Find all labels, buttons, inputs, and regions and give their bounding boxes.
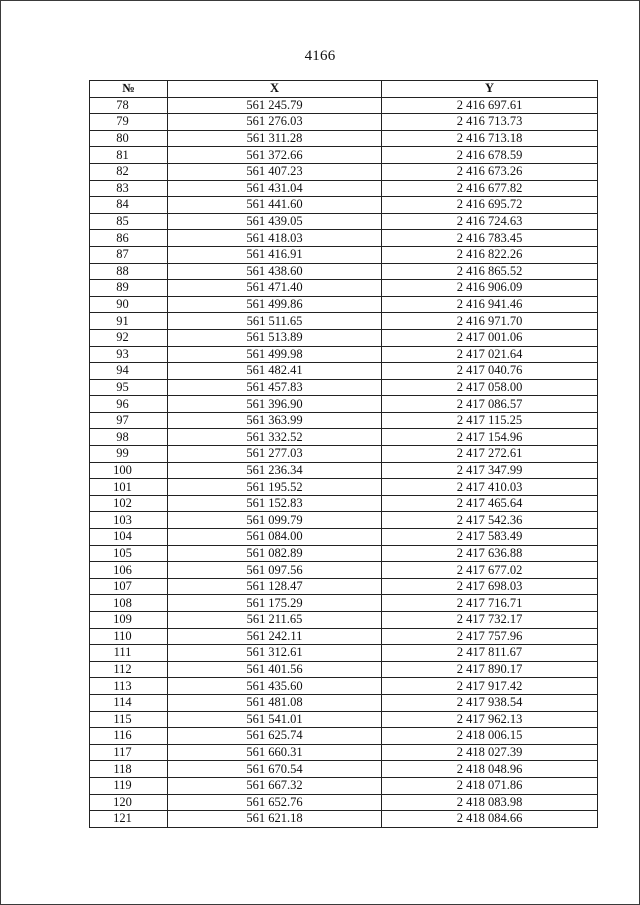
table-row xyxy=(90,114,598,131)
x-coordinate-cell: 561 431.04 xyxy=(168,180,382,197)
x-coordinate-cell: 561 441.60 xyxy=(168,197,382,214)
x-coordinate-cell: 561 276.03 xyxy=(168,114,382,131)
point-number-cell: 113 xyxy=(90,678,168,695)
table-row xyxy=(90,612,598,629)
point-number-cell: 90 xyxy=(90,296,168,313)
x-coordinate-cell: 561 152.83 xyxy=(168,495,382,512)
y-coordinate-cell: 2 417 716.71 xyxy=(382,595,598,612)
point-number-cell: 111 xyxy=(90,645,168,662)
point-number-cell: 78 xyxy=(90,97,168,114)
table-row xyxy=(90,645,598,662)
x-coordinate-cell: 561 418.03 xyxy=(168,230,382,247)
y-coordinate-cell: 2 417 410.03 xyxy=(382,479,598,496)
x-coordinate-cell: 561 082.89 xyxy=(168,545,382,562)
x-coordinate-cell: 561 513.89 xyxy=(168,329,382,346)
y-coordinate-cell: 2 417 154.96 xyxy=(382,429,598,446)
y-coordinate-cell: 2 416 783.45 xyxy=(382,230,598,247)
point-number-cell: 121 xyxy=(90,811,168,828)
page-number: 4166 xyxy=(304,48,336,64)
x-coordinate-cell: 561 438.60 xyxy=(168,263,382,280)
table-row xyxy=(90,280,598,297)
table-row xyxy=(90,396,598,413)
point-number-cell: 80 xyxy=(90,130,168,147)
x-coordinate-cell: 561 401.56 xyxy=(168,661,382,678)
header-number: № xyxy=(90,81,168,98)
table-row xyxy=(90,761,598,778)
y-coordinate-cell: 2 416 724.63 xyxy=(382,213,598,230)
y-coordinate-cell: 2 416 713.18 xyxy=(382,130,598,147)
point-number-cell: 85 xyxy=(90,213,168,230)
point-number-cell: 88 xyxy=(90,263,168,280)
point-number-cell: 102 xyxy=(90,495,168,512)
y-coordinate-cell: 2 418 083.98 xyxy=(382,794,598,811)
y-coordinate-cell: 2 417 542.36 xyxy=(382,512,598,529)
table-row xyxy=(90,412,598,429)
table-row xyxy=(90,777,598,794)
x-coordinate-cell: 561 332.52 xyxy=(168,429,382,446)
table-row xyxy=(90,213,598,230)
point-number-cell: 104 xyxy=(90,529,168,546)
point-number-cell: 87 xyxy=(90,246,168,263)
x-coordinate-cell: 561 439.05 xyxy=(168,213,382,230)
x-coordinate-cell: 561 245.79 xyxy=(168,97,382,114)
x-coordinate-cell: 561 667.32 xyxy=(168,777,382,794)
x-coordinate-cell: 561 541.01 xyxy=(168,711,382,728)
table-row xyxy=(90,346,598,363)
y-coordinate-cell: 2 416 865.52 xyxy=(382,263,598,280)
x-coordinate-cell: 561 099.79 xyxy=(168,512,382,529)
y-coordinate-cell: 2 417 058.00 xyxy=(382,379,598,396)
table-row xyxy=(90,429,598,446)
point-number-cell: 93 xyxy=(90,346,168,363)
point-number-cell: 108 xyxy=(90,595,168,612)
table-row xyxy=(90,512,598,529)
coordinates-table xyxy=(89,80,598,828)
point-number-cell: 101 xyxy=(90,479,168,496)
x-coordinate-cell: 561 457.83 xyxy=(168,379,382,396)
y-coordinate-cell: 2 417 811.67 xyxy=(382,645,598,662)
x-coordinate-cell: 561 660.31 xyxy=(168,744,382,761)
y-coordinate-cell: 2 417 086.57 xyxy=(382,396,598,413)
point-number-cell: 107 xyxy=(90,578,168,595)
table-row xyxy=(90,147,598,164)
point-number-cell: 84 xyxy=(90,197,168,214)
point-number-cell: 119 xyxy=(90,777,168,794)
y-coordinate-cell: 2 416 906.09 xyxy=(382,280,598,297)
table-row xyxy=(90,180,598,197)
table-row xyxy=(90,794,598,811)
table-row xyxy=(90,661,598,678)
y-coordinate-cell: 2 417 732.17 xyxy=(382,612,598,629)
point-number-cell: 114 xyxy=(90,694,168,711)
table-row xyxy=(90,744,598,761)
point-number-cell: 96 xyxy=(90,396,168,413)
point-number-cell: 110 xyxy=(90,628,168,645)
table-row xyxy=(90,97,598,114)
y-coordinate-cell: 2 416 673.26 xyxy=(382,163,598,180)
table-row xyxy=(90,246,598,263)
x-coordinate-cell: 561 407.23 xyxy=(168,163,382,180)
y-coordinate-cell: 2 417 115.25 xyxy=(382,412,598,429)
x-coordinate-cell: 561 511.65 xyxy=(168,313,382,330)
table-body xyxy=(90,97,598,827)
point-number-cell: 94 xyxy=(90,363,168,380)
x-coordinate-cell: 561 396.90 xyxy=(168,396,382,413)
x-coordinate-cell: 561 236.34 xyxy=(168,462,382,479)
table-row xyxy=(90,678,598,695)
table-row xyxy=(90,230,598,247)
point-number-cell: 105 xyxy=(90,545,168,562)
table-row xyxy=(90,446,598,463)
table-row xyxy=(90,628,598,645)
x-coordinate-cell: 561 311.28 xyxy=(168,130,382,147)
table-header-row xyxy=(90,81,598,98)
point-number-cell: 82 xyxy=(90,163,168,180)
table-row xyxy=(90,329,598,346)
y-coordinate-cell: 2 416 678.59 xyxy=(382,147,598,164)
point-number-cell: 89 xyxy=(90,280,168,297)
x-coordinate-cell: 561 312.61 xyxy=(168,645,382,662)
x-coordinate-cell: 561 277.03 xyxy=(168,446,382,463)
y-coordinate-cell: 2 417 465.64 xyxy=(382,495,598,512)
y-coordinate-cell: 2 416 971.70 xyxy=(382,313,598,330)
y-coordinate-cell: 2 416 695.72 xyxy=(382,197,598,214)
x-coordinate-cell: 561 670.54 xyxy=(168,761,382,778)
table-row xyxy=(90,495,598,512)
point-number-cell: 99 xyxy=(90,446,168,463)
x-coordinate-cell: 561 471.40 xyxy=(168,280,382,297)
y-coordinate-cell: 2 417 757.96 xyxy=(382,628,598,645)
y-coordinate-cell: 2 417 698.03 xyxy=(382,578,598,595)
table-row xyxy=(90,545,598,562)
point-number-cell: 81 xyxy=(90,147,168,164)
x-coordinate-cell: 561 372.66 xyxy=(168,147,382,164)
table-row xyxy=(90,313,598,330)
y-coordinate-cell: 2 417 890.17 xyxy=(382,661,598,678)
y-coordinate-cell: 2 417 040.76 xyxy=(382,363,598,380)
table-row xyxy=(90,578,598,595)
point-number-cell: 117 xyxy=(90,744,168,761)
point-number-cell: 118 xyxy=(90,761,168,778)
y-coordinate-cell: 2 417 272.61 xyxy=(382,446,598,463)
y-coordinate-cell: 2 417 938.54 xyxy=(382,694,598,711)
y-coordinate-cell: 2 418 084.66 xyxy=(382,811,598,828)
y-coordinate-cell: 2 418 006.15 xyxy=(382,728,598,745)
table-row xyxy=(90,363,598,380)
table-row xyxy=(90,462,598,479)
x-coordinate-cell: 561 195.52 xyxy=(168,479,382,496)
x-coordinate-cell: 561 097.56 xyxy=(168,562,382,579)
y-coordinate-cell: 2 417 636.88 xyxy=(382,545,598,562)
table-row xyxy=(90,379,598,396)
x-coordinate-cell: 561 652.76 xyxy=(168,794,382,811)
y-coordinate-cell: 2 417 962.13 xyxy=(382,711,598,728)
y-coordinate-cell: 2 417 917.42 xyxy=(382,678,598,695)
point-number-cell: 92 xyxy=(90,329,168,346)
x-coordinate-cell: 561 435.60 xyxy=(168,678,382,695)
point-number-cell: 97 xyxy=(90,412,168,429)
point-number-cell: 83 xyxy=(90,180,168,197)
x-coordinate-cell: 561 499.98 xyxy=(168,346,382,363)
y-coordinate-cell: 2 417 001.06 xyxy=(382,329,598,346)
table-row xyxy=(90,197,598,214)
table-row xyxy=(90,811,598,828)
point-number-cell: 112 xyxy=(90,661,168,678)
y-coordinate-cell: 2 416 822.26 xyxy=(382,246,598,263)
point-number-cell: 116 xyxy=(90,728,168,745)
point-number-cell: 95 xyxy=(90,379,168,396)
point-number-cell: 103 xyxy=(90,512,168,529)
y-coordinate-cell: 2 416 941.46 xyxy=(382,296,598,313)
point-number-cell: 91 xyxy=(90,313,168,330)
x-coordinate-cell: 561 499.86 xyxy=(168,296,382,313)
x-coordinate-cell: 561 363.99 xyxy=(168,412,382,429)
y-coordinate-cell: 2 418 071.86 xyxy=(382,777,598,794)
x-coordinate-cell: 561 416.91 xyxy=(168,246,382,263)
x-coordinate-cell: 561 211.65 xyxy=(168,612,382,629)
x-coordinate-cell: 561 625.74 xyxy=(168,728,382,745)
x-coordinate-cell: 561 084.00 xyxy=(168,529,382,546)
table-row xyxy=(90,595,598,612)
point-number-cell: 79 xyxy=(90,114,168,131)
point-number-cell: 106 xyxy=(90,562,168,579)
point-number-cell: 86 xyxy=(90,230,168,247)
y-coordinate-cell: 2 416 697.61 xyxy=(382,97,598,114)
table-row xyxy=(90,296,598,313)
x-coordinate-cell: 561 482.41 xyxy=(168,363,382,380)
y-coordinate-cell: 2 417 021.64 xyxy=(382,346,598,363)
y-coordinate-cell: 2 416 713.73 xyxy=(382,114,598,131)
point-number-cell: 120 xyxy=(90,794,168,811)
table-row xyxy=(90,163,598,180)
table-row xyxy=(90,562,598,579)
x-coordinate-cell: 561 242.11 xyxy=(168,628,382,645)
y-coordinate-cell: 2 418 027.39 xyxy=(382,744,598,761)
table-row xyxy=(90,130,598,147)
point-number-cell: 109 xyxy=(90,612,168,629)
header-y: Y xyxy=(382,81,598,98)
table-row xyxy=(90,479,598,496)
point-number-cell: 98 xyxy=(90,429,168,446)
x-coordinate-cell: 561 175.29 xyxy=(168,595,382,612)
x-coordinate-cell: 561 128.47 xyxy=(168,578,382,595)
point-number-cell: 100 xyxy=(90,462,168,479)
table-row xyxy=(90,711,598,728)
y-coordinate-cell: 2 417 583.49 xyxy=(382,529,598,546)
x-coordinate-cell: 561 481.08 xyxy=(168,694,382,711)
table-row xyxy=(90,529,598,546)
y-coordinate-cell: 2 417 677.02 xyxy=(382,562,598,579)
table-row xyxy=(90,728,598,745)
table-row xyxy=(90,263,598,280)
point-number-cell: 115 xyxy=(90,711,168,728)
x-coordinate-cell: 561 621.18 xyxy=(168,811,382,828)
header-x: X xyxy=(168,81,382,98)
table-row xyxy=(90,694,598,711)
y-coordinate-cell: 2 417 347.99 xyxy=(382,462,598,479)
y-coordinate-cell: 2 416 677.82 xyxy=(382,180,598,197)
y-coordinate-cell: 2 418 048.96 xyxy=(382,761,598,778)
